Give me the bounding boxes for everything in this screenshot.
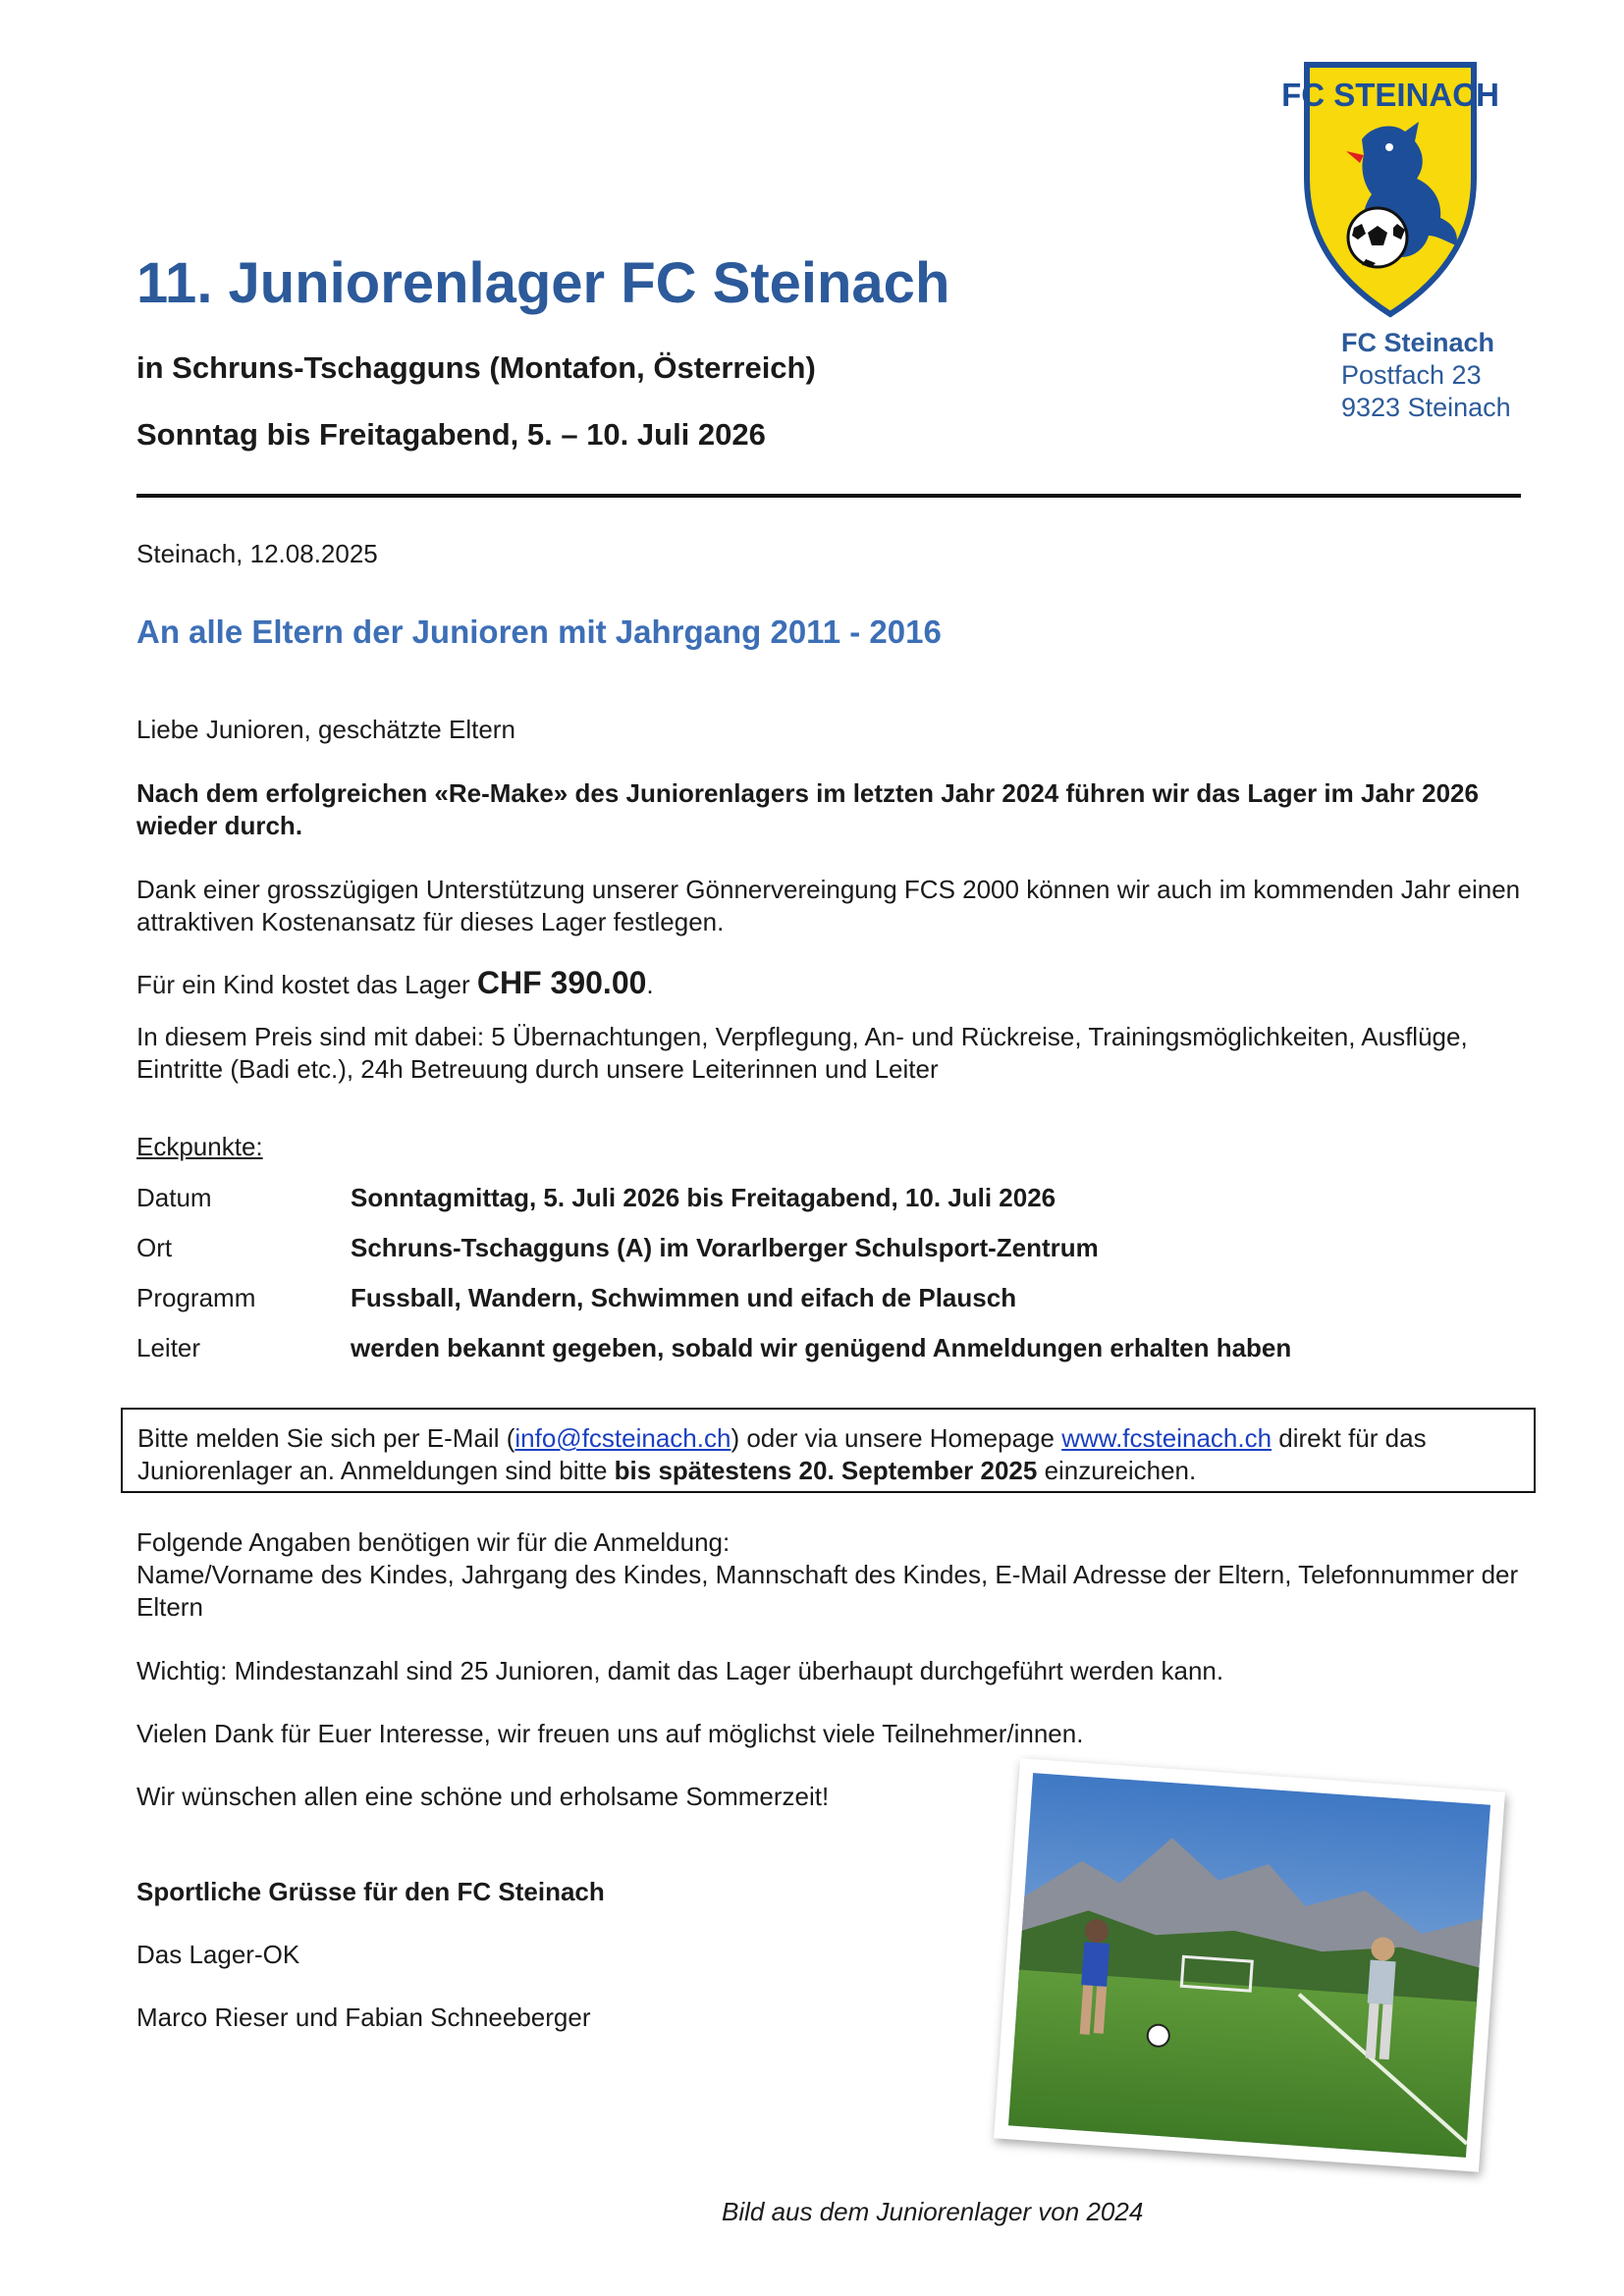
club-name: FC Steinach [1341, 328, 1495, 357]
camp-photo [994, 1758, 1505, 2172]
key-point-row [136, 1283, 1016, 1313]
page-title: 11. Juniorenlager FC Steinach [136, 251, 950, 315]
club-address [1341, 327, 1511, 424]
recipient-heading: An alle Eltern der Junioren mit Jahrgang 2011 - 2016 [136, 614, 942, 650]
signature-names: Marco Rieser und Fabian Schneeberger [136, 2002, 591, 2032]
price-prefix: Für ein Kind kostet das Lager [136, 970, 477, 999]
key-point-label: Datum [136, 1183, 212, 1212]
crest-lettering: FC STEINACH [1281, 77, 1499, 113]
included-paragraph: In diesem Preis sind mit dabei: 5 Übernachtungen, Verpflegung, An- und Rückreise, Trainingsmöglichkeiten, Ausflüge, Eintritte (Badi etc.), 24h Betreuung durch unsere Leiterinnen und Leiter [136, 1022, 1468, 1084]
key-points-label: Eckpunkte: [136, 1132, 263, 1161]
price-value: CHF 390.00 [476, 965, 647, 1000]
key-point-label: Programm [136, 1283, 256, 1312]
info-needed-list: Name/Vorname des Kindes, Jahrgang des Kindes, Mannschaft des Kindes, E-Mail Adresse der Eltern, Telefonnummer der Eltern [136, 1560, 1519, 1622]
registration-deadline: bis spätestens 20. September 2025 [614, 1456, 1038, 1485]
club-crest-logo [1281, 61, 1499, 318]
key-point-value: Fussball, Wandern, Schwimmen und eifach de Plausch [351, 1283, 1017, 1312]
summer-wishes: Wir wünschen allen eine schöne und erholsame Sommerzeit! [136, 1782, 830, 1811]
thanks-note: Vielen Dank für Euer Interesse, wir freuen uns auf möglichst viele Teilnehmer/innen. [136, 1719, 1084, 1748]
info-needed-intro: Folgende Angaben benötigen wir für die Anmeldung: [136, 1527, 731, 1557]
photo-caption: Bild aus dem Juniorenlager von 2024 [722, 2197, 1144, 2226]
key-point-row [136, 1183, 1056, 1213]
address-line-1: Postfach 23 [1341, 360, 1482, 390]
key-point-value: werden bekannt gegeben, sobald wir genügend Anmeldungen erhalten haben [351, 1333, 1292, 1362]
camp-dates: Sonntag bis Freitagabend, 5. – 10. Juli 2026 [136, 417, 766, 452]
price-suffix: . [646, 970, 654, 999]
header-divider [136, 494, 1521, 498]
email-link[interactable]: info@fcsteinach.ch [514, 1423, 731, 1453]
key-point-value: Schruns-Tschagguns (A) im Vorarlberger Schulsport-Zentrum [351, 1233, 1099, 1262]
price-line [136, 967, 1531, 1001]
key-point-label: Leiter [136, 1333, 201, 1362]
address-line-2: 9323 Steinach [1341, 393, 1511, 422]
camp-photo-image [994, 1758, 1505, 2172]
registration-text-3: direkt für das Juniorenlager an. Anmeldungen sind bitte [137, 1423, 1427, 1485]
sponsor-paragraph: Dank einer grosszügigen Unterstützung unserer Gönnervereingung FCS 2000 können wir auch im kommenden Jahr einen attraktiven Kostenansatz für dieses Lager festlegen. [136, 875, 1521, 936]
registration-box [121, 1408, 1536, 1493]
key-point-row [136, 1333, 1291, 1363]
camp-location: in Schruns-Tschagguns (Montafon, Österreich) [136, 350, 816, 385]
greeting: Liebe Junioren, geschätzte Eltern [136, 715, 515, 744]
key-point-row [136, 1233, 1099, 1263]
important-note: Wichtig: Mindestanzahl sind 25 Junioren, damit das Lager überhaupt durchgeführt werden kann. [136, 1656, 1224, 1685]
registration-text-2: ) oder via unsere Homepage [731, 1423, 1062, 1453]
intro-paragraph: Nach dem erfolgreichen «Re-Make» des Juniorenlagers im letzten Jahr 2024 führen wir das Lager im Jahr 2026 wieder durch. [136, 778, 1479, 840]
registration-text-1: Bitte melden Sie sich per E-Mail ( [137, 1423, 515, 1453]
closing-greeting: Sportliche Grüsse für den FC Steinach [136, 1877, 605, 1906]
website-link[interactable]: www.fcsteinach.ch [1061, 1423, 1272, 1453]
registration-text-4: einzureichen. [1037, 1456, 1197, 1485]
signature-team: Das Lager-OK [136, 1940, 300, 1969]
key-point-value: Sonntagmittag, 5. Juli 2026 bis Freitagabend, 10. Juli 2026 [351, 1183, 1056, 1212]
key-point-label: Ort [136, 1233, 173, 1262]
place-date: Steinach, 12.08.2025 [136, 539, 378, 568]
